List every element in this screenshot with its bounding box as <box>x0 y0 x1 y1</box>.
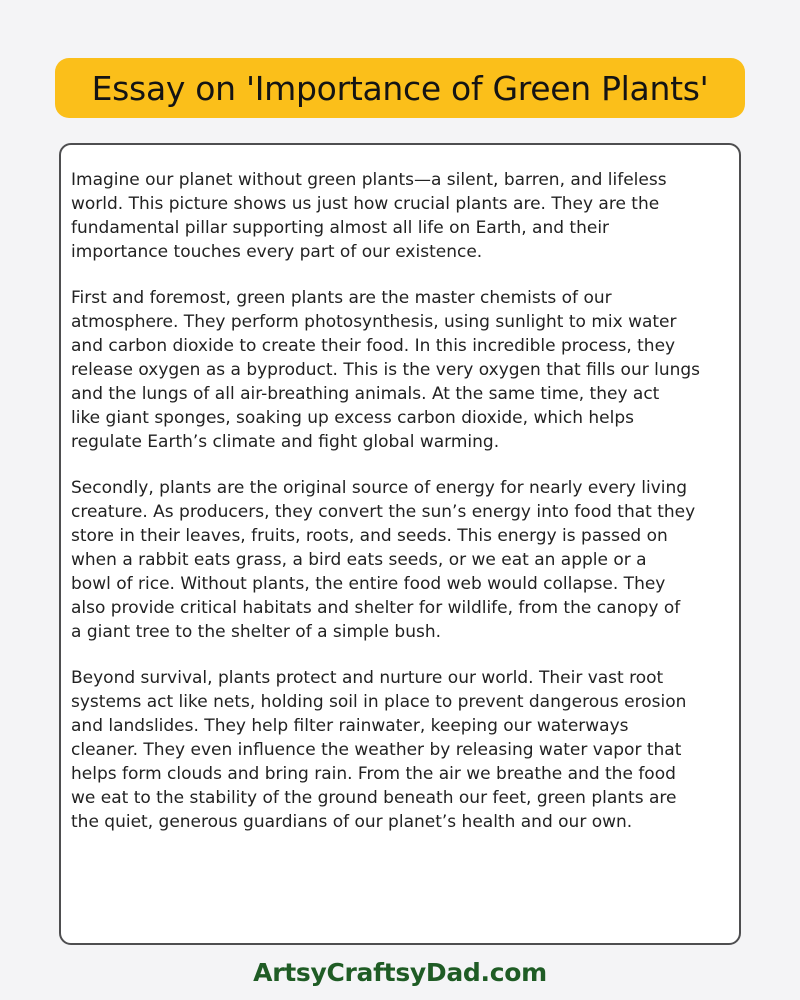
essay-line: creature. As producers, they convert the sun’s energy into food that they <box>71 502 696 522</box>
essay-line: also provide critical habitats and shelter for wildlife, from the canopy of <box>71 598 681 618</box>
essay-box <box>59 143 741 945</box>
essay-line: Secondly, plants are the original source of energy for nearly every living <box>71 478 688 498</box>
essay-line: and carbon dioxide to create their food. In this incredible process, they <box>71 336 676 356</box>
essay-line: and landslides. They help filter rainwater, keeping our waterways <box>71 716 629 736</box>
essay-line: helps form clouds and bring rain. From the air we breathe and the food <box>71 764 676 784</box>
essay-line: Beyond survival, plants protect and nurture our world. Their vast root <box>71 668 664 688</box>
essay-line: store in their leaves, fruits, roots, and seeds. This energy is passed on <box>71 526 668 546</box>
essay-line: when a rabbit eats grass, a bird eats seeds, or we eat an apple or a <box>71 550 647 570</box>
title-banner <box>55 58 745 118</box>
essay-line: First and foremost, green plants are the master chemists of our <box>71 288 612 308</box>
essay-line: release oxygen as a byproduct. This is the very oxygen that fills our lungs <box>71 360 701 380</box>
essay-line: Imagine our planet without green plants—a silent, barren, and lifeless <box>71 170 667 190</box>
essay-line: regulate Earth’s climate and fight global warming. <box>71 432 500 452</box>
essay-line: cleaner. They even influence the weather by releasing water vapor that <box>71 740 682 760</box>
essay-line: atmosphere. They perform photosynthesis, using sunlight to mix water <box>71 312 677 332</box>
essay-line: bowl of rice. Without plants, the entire food web would collapse. They <box>71 574 666 594</box>
essay-line: we eat to the stability of the ground beneath our feet, green plants are <box>71 788 677 808</box>
essay-line: and the lungs of all air-breathing animals. At the same time, they act <box>71 384 660 404</box>
essay-title: Essay on 'Importance of Green Plants' <box>91 68 709 108</box>
essay-line: importance touches every part of our existence. <box>71 242 483 262</box>
essay-paragraph <box>71 666 739 834</box>
essay-line: the quiet, generous guardians of our planet’s health and our own. <box>71 812 633 832</box>
site-footer: ArtsyCraftsyDad.com <box>253 958 547 987</box>
essay-paragraph <box>71 168 739 264</box>
essay-line: a giant tree to the shelter of a simple bush. <box>71 622 442 642</box>
essay-line: fundamental pillar supporting almost all life on Earth, and their <box>71 218 610 238</box>
essay-line: like giant sponges, soaking up excess carbon dioxide, which helps <box>71 408 634 428</box>
essay-line: systems act like nets, holding soil in place to prevent dangerous erosion <box>71 692 687 712</box>
essay-paragraph <box>71 476 739 644</box>
essay-paragraph <box>71 286 739 454</box>
essay-line: world. This picture shows us just how crucial plants are. They are the <box>71 194 660 214</box>
